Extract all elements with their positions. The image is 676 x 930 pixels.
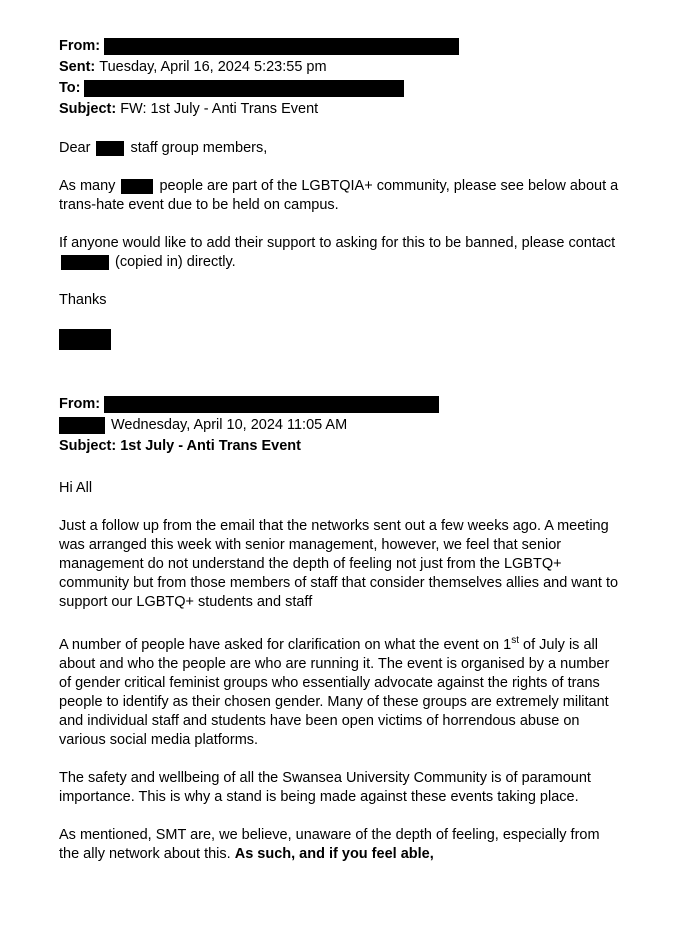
redaction-salutation-name	[96, 141, 124, 156]
subject-value: FW: 1st July - Anti Trans Event	[120, 101, 319, 117]
redaction-group-name	[121, 179, 153, 194]
redaction-contact-name	[61, 255, 109, 270]
email-2-paragraph-1: Just a follow up from the email that the networks sent out a few weeks ago. A meeting was arranged this week with senior management, however, we feel that senior management do not understand the depth of feeling not just from the LGBTQ+ community but from those members of staff that consider themselves allies and want to support our LGBTQ+ students and staff	[59, 518, 619, 610]
email-2-subject-line	[59, 436, 619, 457]
email-1-paragraph-1: As many people are part of the LGBTQIA+ community, please see below about a trans-hate event due to be held on campus.	[59, 178, 619, 213]
redaction-signature	[59, 329, 111, 350]
subject-value-2: 1st July - Anti Trans Event	[120, 438, 301, 454]
sent-value-2: Wednesday, April 10, 2024 11:05 AM	[111, 417, 348, 433]
email-2-header	[59, 394, 619, 457]
from-label-2: From:	[59, 396, 101, 412]
email-1-header	[59, 36, 619, 120]
sent-label: Sent:	[59, 59, 96, 75]
email-1-signature	[59, 329, 619, 350]
subject-label: Subject:	[59, 101, 117, 117]
email-1-subject-line	[59, 99, 619, 120]
emphasis-run: As such, and if you feel able,	[234, 845, 434, 862]
sent-value: Tuesday, April 16, 2024 5:23:55 pm	[99, 59, 327, 75]
ordinal-suffix: st	[511, 635, 519, 646]
email-1-paragraph-2: If anyone would like to add their support to asking for this to be banned, please contact (copied in) directly.	[59, 235, 616, 270]
email-1-to-line	[59, 78, 619, 99]
email-1-from-line	[59, 36, 619, 57]
redaction-to-1	[84, 80, 404, 97]
redaction-from-1	[104, 38, 459, 55]
redaction-sent-label-2	[59, 417, 105, 434]
email-thread	[59, 36, 619, 864]
email-2-paragraph-3: The safety and wellbeing of all the Swansea University Community is of paramount importance. This is why a stand is being made against these events taking place.	[59, 769, 591, 805]
email-1-thanks: Thanks	[59, 292, 107, 308]
from-label: From:	[59, 38, 101, 54]
redaction-from-2	[104, 396, 439, 413]
email-2-sent-line	[59, 415, 619, 436]
subject-label-2: Subject:	[59, 438, 117, 454]
email-1-salutation: Dear staff group members,	[59, 140, 268, 156]
email-2-paragraph-4: As mentioned, SMT are, we believe, unaware of the depth of feeling, especially from the ally network about this. As such, and if you feel able,	[59, 826, 600, 862]
email-2-from-line	[59, 394, 619, 415]
email-2-paragraph-2: A number of people have asked for clarification on what the event on 1st of July is all about and who the people are who are running it. The event is organised by a number of gender critical feminist groups who essentially advocate against the rights of trans people to identify as their chosen gender. Many of these groups are extremely militant and individual staff and students have been open victims of horrendous abuse on various social media platforms.	[59, 635, 610, 748]
to-label: To:	[59, 80, 81, 96]
email-2-salutation: Hi All	[59, 480, 93, 496]
email-1-sent-line	[59, 57, 619, 78]
